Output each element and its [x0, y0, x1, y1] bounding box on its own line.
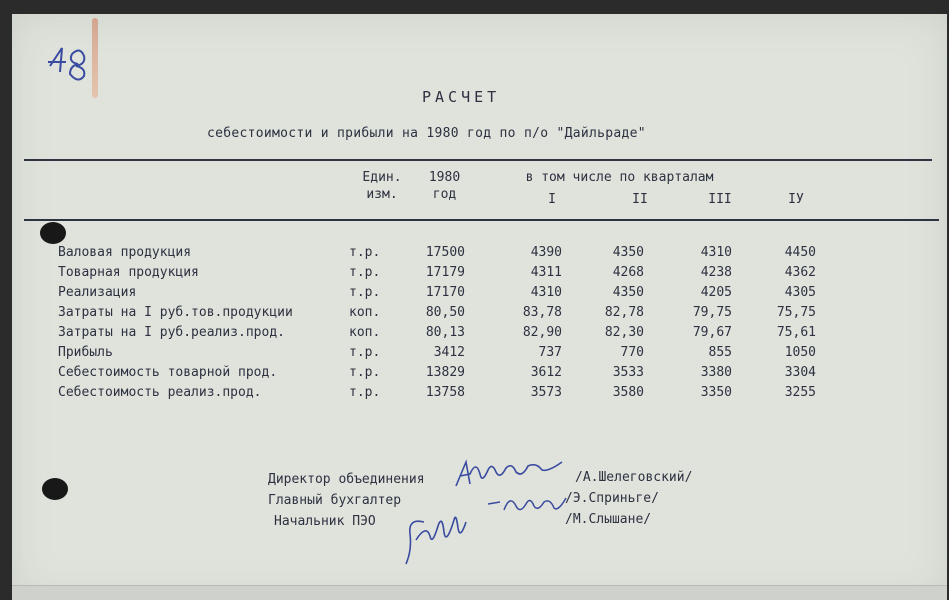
- signatory-position: Начальник ПЭО: [274, 514, 376, 529]
- row-year-value: 3412: [433, 345, 465, 360]
- row-q1: 83,78: [522, 305, 562, 320]
- row-q1: 3612: [530, 365, 562, 380]
- row-q3: 79,67: [692, 325, 732, 340]
- row-unit: коп.: [349, 305, 381, 320]
- table-row: [12, 345, 947, 365]
- economist-signature: [402, 502, 482, 572]
- row-q1: 737: [538, 345, 562, 360]
- row-unit: т.р.: [349, 345, 381, 360]
- table-row: [12, 385, 947, 405]
- accountant-signature: [482, 490, 572, 520]
- row-q3: 4205: [700, 285, 732, 300]
- row-unit: т.р.: [349, 365, 381, 380]
- row-q2: 4350: [612, 285, 644, 300]
- header-quarter-2: II: [632, 192, 648, 207]
- row-year-value: 13758: [425, 385, 465, 400]
- row-q2: 4350: [612, 245, 644, 260]
- director-signature: [452, 454, 572, 494]
- row-name: Прибыль: [58, 345, 113, 360]
- row-year-value: 80,13: [425, 325, 465, 340]
- row-q2: 82,30: [604, 325, 644, 340]
- row-q3: 3380: [700, 365, 732, 380]
- row-name: Валовая продукция: [58, 245, 192, 260]
- document-subtitle: себестоимости и прибыли на 1980 год по п/о "Дайльраде": [207, 126, 646, 141]
- row-unit: т.р.: [349, 385, 381, 400]
- row-unit: т.р.: [349, 265, 381, 280]
- row-q3: 3350: [700, 385, 732, 400]
- table-row: [12, 245, 947, 265]
- table-row: [12, 285, 947, 305]
- row-q4: 75,75: [776, 305, 816, 320]
- row-name: Затраты на I руб.тов.продукции: [58, 305, 293, 320]
- page-number-handwritten: [40, 36, 100, 86]
- red-pencil-mark: [92, 18, 98, 98]
- row-name: Затраты на I руб.реализ.прод.: [58, 325, 285, 340]
- row-q2: 3533: [612, 365, 644, 380]
- row-q2: 3580: [612, 385, 644, 400]
- document-page: [12, 14, 947, 600]
- table-row: [12, 265, 947, 285]
- row-q4: 1050: [784, 345, 816, 360]
- row-name: Товарная продукция: [58, 265, 199, 280]
- header-unit: Един. изм.: [362, 170, 402, 202]
- signatory-position: Главный бухгалтер: [268, 493, 402, 508]
- row-year-value: 17170: [425, 285, 465, 300]
- row-q4: 4362: [784, 265, 816, 280]
- row-q3: 4238: [700, 265, 732, 280]
- row-q2: 770: [620, 345, 644, 360]
- row-name: Себестоимость товарной прод.: [58, 365, 278, 380]
- punch-hole: [42, 478, 68, 500]
- row-q1: 4390: [530, 245, 562, 260]
- signatory-name: /А.Шелеговский/: [575, 470, 693, 485]
- row-year-value: 80,50: [425, 305, 465, 320]
- header-year: 1980 год: [428, 170, 461, 202]
- header-quarter-4: IУ: [788, 192, 804, 207]
- header-quarter-3: III: [708, 192, 732, 207]
- row-year-value: 17179: [425, 265, 465, 280]
- signatory-name: /Э.Сприньге/: [565, 491, 659, 506]
- row-unit: т.р.: [349, 285, 381, 300]
- signatory-name: /М.Слышане/: [565, 512, 652, 527]
- lower-sheet-edge: [12, 585, 947, 600]
- header-quarters-caption: в том числе по кварталам: [525, 170, 714, 185]
- table-row: [12, 365, 947, 385]
- row-q1: 4310: [530, 285, 562, 300]
- table-row: [12, 305, 947, 325]
- row-q4: 3255: [784, 385, 816, 400]
- table-row: [12, 325, 947, 345]
- row-q2: 4268: [612, 265, 644, 280]
- row-q4: 4305: [784, 285, 816, 300]
- row-name: Реализация: [58, 285, 137, 300]
- row-q4: 75,61: [776, 325, 816, 340]
- header-quarter-1: I: [548, 192, 556, 207]
- row-name: Себестоимость реализ.прод.: [58, 385, 262, 400]
- row-q3: 79,75: [692, 305, 732, 320]
- row-q4: 4450: [784, 245, 816, 260]
- table-top-rule: [24, 159, 932, 161]
- row-year-value: 13829: [425, 365, 465, 380]
- row-q1: 3573: [530, 385, 562, 400]
- punch-hole: [40, 222, 66, 244]
- table-header-rule: [24, 219, 939, 221]
- row-q4: 3304: [784, 365, 816, 380]
- row-unit: коп.: [349, 325, 381, 340]
- row-unit: т.р.: [349, 245, 381, 260]
- row-year-value: 17500: [425, 245, 465, 260]
- row-q2: 82,78: [604, 305, 644, 320]
- row-q3: 855: [708, 345, 732, 360]
- row-q1: 82,90: [522, 325, 562, 340]
- row-q3: 4310: [700, 245, 732, 260]
- document-title: РАСЧЕТ: [422, 88, 501, 106]
- signatory-position: Директор объединения: [268, 472, 425, 487]
- row-q1: 4311: [530, 265, 562, 280]
